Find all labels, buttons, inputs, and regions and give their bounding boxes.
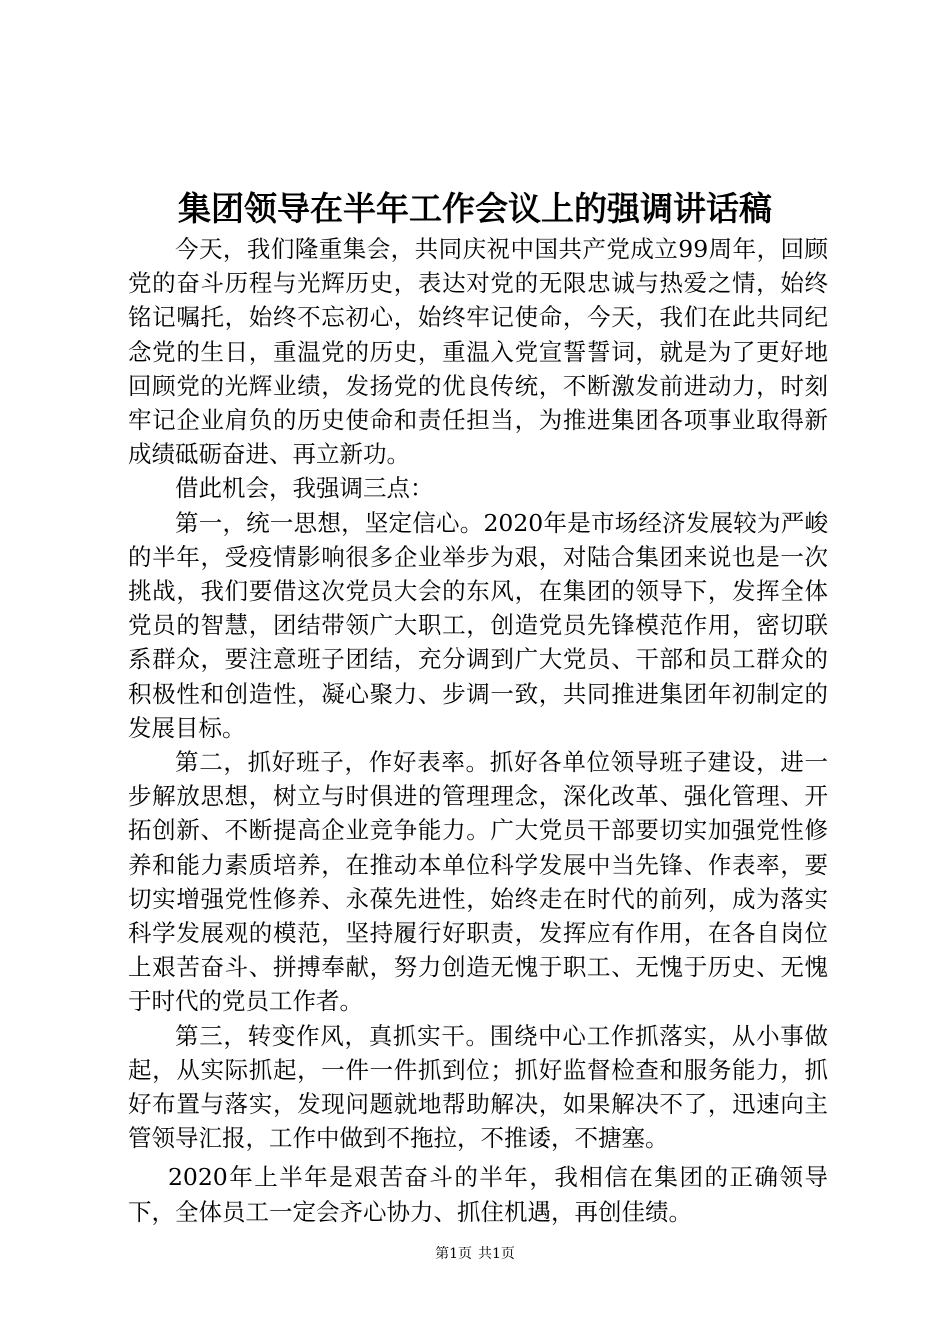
page-total: 共1页: [478, 1246, 515, 1262]
page-number: 第1页: [435, 1246, 472, 1262]
paragraph-lead-in: 借此机会，我强调三点：: [175, 474, 434, 503]
paragraph-intro: 今天，我们隆重集会，共同庆祝中国共产党成立99周年，回顾党的奋斗历程与光辉历史，表达对党的无限忠诚与热爱之情，始终铭记嘱托，始终不忘初心，始终牢记使命，今天，我们在此共同纪念党的生日，重温党的历史，重温入党宣誓誓词，就是为了更好地回顾党的光辉业绩，发扬党的优良传统，不断激发前进动力，时刻牢记企业肩负的历史使命和责任担当，为推进集团各项事业取得新成绩砥砺奋进、再立新功。: [128, 235, 828, 469]
paragraph-closing: 2020年上半年是艰苦奋斗的半年，我相信在集团的正确领导下，全体员工一定会齐心协力、抓住机遇，再创佳绩。: [128, 1163, 828, 1226]
paragraph-point-one: 第一，统一思想，坚定信心。2020年是市场经济发展较为严峻的半年，受疫情影响很多企业举步为艰，对陆合集团来说也是一次挑战，我们要借这次党员大会的东风，在集团的领导下，发挥全体党员的智慧，团结带领广大职工，创造党员先锋模范作用，密切联系群众，要注意班子团结，充分调到广大党员、干部和员工群众的积极性和创造性，凝心聚力、步调一致，共同推进集团年初制定的发展目标。: [128, 508, 828, 742]
page-footer: [0, 1244, 950, 1264]
document-title: 集团领导在半年工作会议上的强调讲话稿: [178, 189, 772, 228]
document-body: [128, 232, 828, 1229]
paragraph-point-two: 第二，抓好班子，作好表率。抓好各单位领导班子建设，进一步解放思想，树立与时俱进的管理理念，深化改革、强化管理、开拓创新、不断提高企业竞争能力。广大党员干部要切实加强党性修养和能力素质培养，在推动本单位科学发展中当先锋、作表率，要切实增强党性修养、永葆先进性，始终走在时代的前列，成为落实科学发展观的模范，坚持履行好职责，发挥应有作用，在各自岗位上艰苦奋斗、拼搏奉献，努力创造无愧于职工、无愧于历史、无愧于时代的党员工作者。: [128, 748, 828, 1016]
paragraph-point-three: 第三，转变作风，真抓实干。围绕中心工作抓落实，从小事做起，从实际抓起，一件一件抓到位；抓好监督检查和服务能力，抓好布置与落实，发现问题就地帮助解决，如果解决不了，迅速向主管领导汇报，工作中做到不拖拉，不推诿，不搪塞。: [128, 1021, 828, 1153]
